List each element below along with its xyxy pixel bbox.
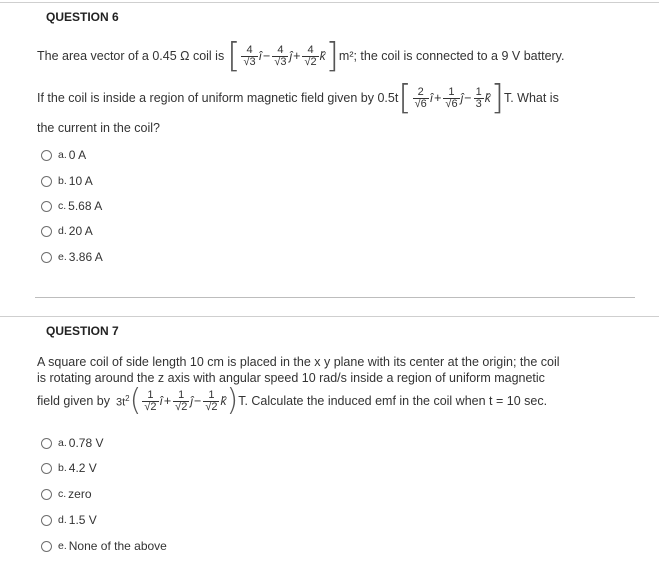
radio-button[interactable] — [41, 463, 52, 474]
area-term-3-den-value: 2 — [310, 55, 317, 68]
radio-button[interactable] — [41, 176, 52, 187]
question-6-top-border — [0, 2, 659, 3]
q7-term-1-unit: î — [159, 394, 163, 408]
area-term-3-num: 4 — [307, 43, 314, 56]
option-letter: a. — [58, 149, 67, 161]
question-6-line-1-suffix: m²; the coil is connected to a 9 V battery. — [338, 49, 565, 63]
option-letter: e. — [58, 540, 67, 552]
question-7-title: QUESTION 7 — [46, 324, 119, 338]
field-term-2-num: 1 — [448, 85, 455, 98]
option-letter: c. — [58, 488, 67, 500]
area-term-1-num: 4 — [246, 43, 253, 56]
radio-button[interactable] — [41, 201, 52, 212]
field-term-3-unit: k̂ — [484, 91, 491, 105]
area-term-1-den: √3 — [243, 55, 256, 68]
option-letter: a. — [58, 437, 67, 449]
area-term-3-unit: k̂ — [319, 49, 326, 63]
left-paren: ( — [129, 383, 142, 418]
area-term-3-den: √2 — [304, 55, 317, 68]
q7-term-2-op: − — [194, 394, 202, 408]
area-term-2-fraction — [272, 45, 288, 68]
question-7-line-3-suffix: T. Calculate the induced emf in the coil when t = 10 sec. — [238, 394, 548, 408]
area-term-1-op: − — [263, 49, 271, 63]
coefficient — [116, 394, 130, 409]
area-term-1-den-value: 3 — [249, 55, 256, 68]
option-letter: c. — [58, 200, 67, 212]
option-text: 10 A — [68, 174, 93, 188]
question-7-line-1: A square coil of side length 10 cm is placed in the x y plane with its center at the origin; the coil — [37, 355, 560, 369]
option-text: 20 A — [68, 224, 93, 238]
q6-option-b[interactable] — [41, 174, 93, 188]
radio-button[interactable] — [41, 515, 52, 526]
area-term-3-fraction — [302, 45, 318, 68]
option-text: 3.86 A — [68, 250, 103, 264]
question-7-line-3 — [37, 384, 547, 418]
field-term-1-fraction — [413, 87, 429, 110]
field-term-3-den: 3 — [475, 97, 482, 110]
option-text: 5.68 A — [68, 199, 103, 213]
coefficient-exponent: 2 — [125, 393, 130, 403]
q7-term-3-num: 1 — [208, 388, 215, 401]
q6-option-c[interactable] — [41, 199, 102, 213]
radio-button[interactable] — [41, 438, 52, 449]
q6-option-e[interactable] — [41, 250, 103, 264]
radio-button[interactable] — [41, 489, 52, 500]
q6-option-d[interactable] — [41, 224, 93, 238]
area-term-2-den: √3 — [274, 55, 287, 68]
question-6-line-1 — [37, 38, 564, 74]
q7-option-e[interactable] — [41, 539, 167, 553]
field-term-3-num: 1 — [475, 85, 482, 98]
field-term-1-num: 2 — [417, 85, 424, 98]
q7-term-2-fraction — [173, 390, 189, 413]
question-6-line-2 — [37, 80, 559, 116]
q7-term-2-unit: ĵ — [190, 394, 193, 408]
option-text: 0 A — [68, 148, 87, 162]
question-6-line-2-suffix: T. What is — [503, 91, 559, 105]
question-6-line-2-prefix: If the coil is inside a region of uniform magnetic field given by 0.5t — [37, 91, 399, 105]
option-letter: b. — [58, 175, 67, 187]
option-text: None of the above — [68, 539, 167, 553]
field-term-2-den: √6 — [445, 97, 458, 110]
left-bracket: [ — [398, 78, 412, 118]
q7-term-3-den: √2 — [205, 400, 218, 413]
field-term-1-op: + — [434, 91, 442, 105]
area-term-1-unit: î — [258, 49, 262, 63]
area-term-2-den-value: 3 — [280, 55, 287, 68]
option-text: 0.78 V — [68, 436, 104, 450]
question-7-line-3-prefix: field given by — [37, 394, 110, 408]
area-term-2-unit: ĵ — [289, 49, 293, 63]
q7-term-2-den-value: 2 — [181, 400, 188, 413]
q6-option-a[interactable] — [41, 148, 86, 162]
radio-button[interactable] — [41, 541, 52, 552]
right-paren: ) — [226, 383, 239, 418]
radio-button[interactable] — [41, 150, 52, 161]
q7-option-a[interactable] — [41, 436, 103, 450]
q7-term-1-op: + — [163, 394, 172, 408]
q7-term-3-den-value: 2 — [211, 400, 218, 413]
option-text: 4.2 V — [68, 461, 97, 475]
question-6-title: QUESTION 6 — [46, 10, 119, 24]
q7-term-1-num: 1 — [147, 388, 154, 401]
area-term-1-fraction — [241, 45, 257, 68]
radio-button[interactable] — [41, 252, 52, 263]
field-term-2-unit: ĵ — [460, 91, 464, 105]
right-bracket: ] — [490, 78, 504, 118]
option-letter: d. — [58, 514, 67, 526]
question-7-top-border — [0, 316, 659, 317]
left-bracket: [ — [227, 36, 241, 76]
option-text: 1.5 V — [68, 513, 97, 527]
area-term-2-num: 4 — [277, 43, 284, 56]
right-bracket: ] — [325, 36, 339, 76]
field-term-2-op: − — [464, 91, 472, 105]
q7-term-2-num: 1 — [178, 388, 185, 401]
q7-option-d[interactable] — [41, 513, 97, 527]
field-term-1-unit: î — [429, 91, 434, 105]
option-letter: b. — [58, 462, 67, 474]
question-6-line-1-prefix: The area vector of a 0.45 Ω coil is — [37, 49, 225, 63]
question-6-line-3: the current in the coil? — [37, 121, 160, 135]
q7-term-3-fraction — [203, 390, 219, 413]
field-term-2-fraction — [443, 87, 459, 110]
q7-term-1-den-value: 2 — [150, 400, 157, 413]
q7-term-3-unit: k̂ — [220, 394, 227, 408]
separator — [35, 297, 635, 298]
field-term-2-den-value: 6 — [451, 97, 458, 110]
q7-term-1-den: √2 — [144, 400, 157, 413]
coefficient-base: 3t — [115, 396, 126, 409]
field-term-1-den-value: 6 — [420, 97, 427, 110]
field-term-1-den: √6 — [414, 97, 427, 110]
q7-term-2-den: √2 — [175, 400, 188, 413]
q7-term-1-fraction — [142, 390, 158, 413]
area-term-2-op: + — [293, 49, 301, 63]
q7-option-c[interactable] — [41, 487, 92, 501]
radio-button[interactable] — [41, 226, 52, 237]
field-term-3-fraction — [474, 87, 484, 110]
option-letter: d. — [58, 225, 67, 237]
option-text: zero — [68, 487, 92, 501]
q7-option-b[interactable] — [41, 461, 97, 475]
option-letter: e. — [58, 251, 67, 263]
question-7-line-2: is rotating around the z axis with angular speed 10 rad/s inside a region of uniform magnetic — [37, 371, 545, 385]
